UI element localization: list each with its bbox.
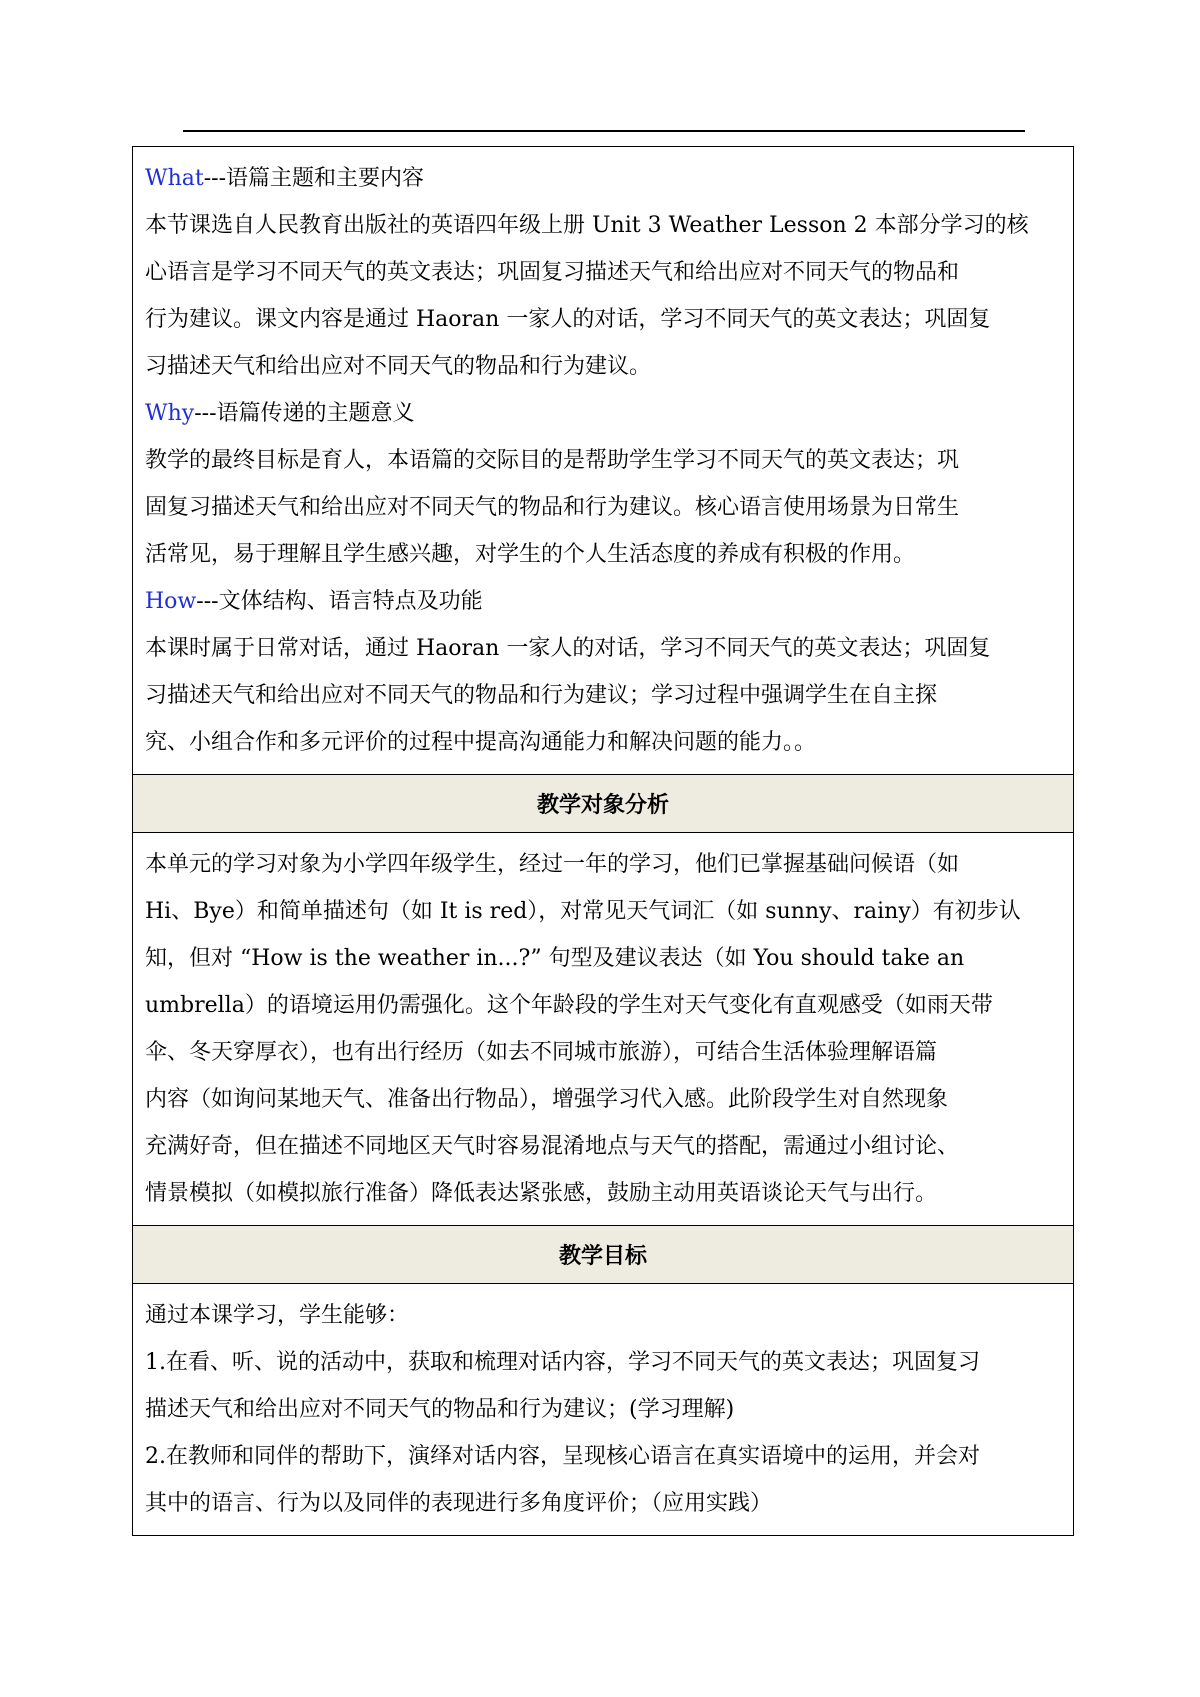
goals-line-4: 2.在教师和同伴的帮助下，演绎对话内容，呈现核心语言在真实语境中的运用，并会对 (145, 1444, 980, 1469)
how-keyword: How (145, 589, 197, 614)
header-rule (183, 130, 1025, 132)
how-heading (145, 578, 1063, 625)
student-line-4: umbrella）的语境运用仍需强化。这个年龄段的学生对天气变化有直观感受（如雨天带 (145, 993, 993, 1018)
student-line-6: 内容（如询问某地天气、准备出行物品），增强学习代入感。此阶段学生对自然现象 (145, 1087, 949, 1112)
text-analysis-cell (133, 147, 1073, 774)
goals-line-3: 描述天气和给出应对不同天气的物品和行为建议；(学习理解) (145, 1397, 735, 1422)
how-heading-text: ---文体结构、语言特点及功能 (196, 589, 483, 614)
student-line-7: 充满好奇，但在描述不同地区天气时容易混淆地点与天气的搭配，需通过小组讨论、 (145, 1134, 960, 1159)
goals-line-1: 通过本课学习，学生能够： (145, 1303, 410, 1328)
student-line-1: 本单元的学习对象为小学四年级学生，经过一年的学习，他们已掌握基础问候语（如 (145, 852, 960, 877)
what-heading (145, 155, 1063, 202)
why-line-2: 固复习描述天气和给出应对不同天气的物品和行为建议。核心语言使用场景为日常生 (145, 495, 960, 520)
student-analysis-cell (133, 833, 1073, 1225)
what-line-3: 行为建议。课文内容是通过 Haoran 一家人的对话，学习不同天气的英文表达；巩固复 (145, 307, 991, 332)
what-heading-text: ---语篇主题和主要内容 (203, 166, 425, 191)
why-heading-text: ---语篇传递的主题意义 (194, 401, 415, 426)
how-line-2: 习描述天气和给出应对不同天气的物品和行为建议；学习过程中强调学生在自主探 (145, 683, 938, 708)
why-keyword: Why (145, 401, 195, 426)
student-analysis-title: 教学对象分析 (536, 793, 669, 818)
teaching-goals-title: 教学目标 (558, 1244, 647, 1269)
what-line-1: 本节课选自人民教育出版社的英语四年级上册 Unit 3 Weather Lesson 2 本部分学习的核 (145, 213, 1029, 238)
what-keyword: What (145, 166, 204, 191)
student-line-2: Hi、Bye）和简单描述句（如 It is red），对常见天气词汇（如 sunny、rainy）有初步认 (145, 899, 1021, 924)
how-line-1: 本课时属于日常对话，通过 Haoran 一家人的对话，学习不同天气的英文表达；巩固复 (145, 636, 991, 661)
why-heading (145, 390, 1063, 437)
goals-line-2: 1.在看、听、说的活动中，获取和梳理对话内容，学习不同天气的英文表达；巩固复习 (145, 1350, 980, 1375)
lesson-plan-table (132, 146, 1074, 1536)
student-line-8: 情景模拟（如模拟旅行准备）降低表达紧张感，鼓励主动用英语谈论天气与出行。 (145, 1181, 938, 1206)
why-line-1: 教学的最终目标是育人，本语篇的交际目的是帮助学生学习不同天气的英文表达；巩 (145, 448, 960, 473)
what-line-2: 心语言是学习不同天气的英文表达；巩固复习描述天气和给出应对不同天气的物品和 (145, 260, 960, 285)
why-line-3: 活常见，易于理解且学生感兴趣，对学生的个人生活态度的养成有积极的作用。 (145, 542, 916, 567)
student-analysis-header (133, 774, 1073, 833)
what-line-4: 习描述天气和给出应对不同天气的物品和行为建议。 (145, 354, 652, 379)
student-line-3: 知，但对 “How is the weather in...?” 句型及建议表达（如 You should take an (145, 946, 965, 971)
goals-line-5: 其中的语言、行为以及同伴的表现进行多角度评价；（应用实践） (145, 1491, 773, 1516)
student-line-5: 伞、冬天穿厚衣），也有出行经历（如去不同城市旅游），可结合生活体验理解语篇 (145, 1040, 938, 1065)
how-line-3: 究、小组合作和多元评价的过程中提高沟通能力和解决问题的能力。。 (145, 730, 817, 755)
teaching-goals-cell (133, 1284, 1073, 1535)
teaching-goals-header (133, 1225, 1073, 1284)
